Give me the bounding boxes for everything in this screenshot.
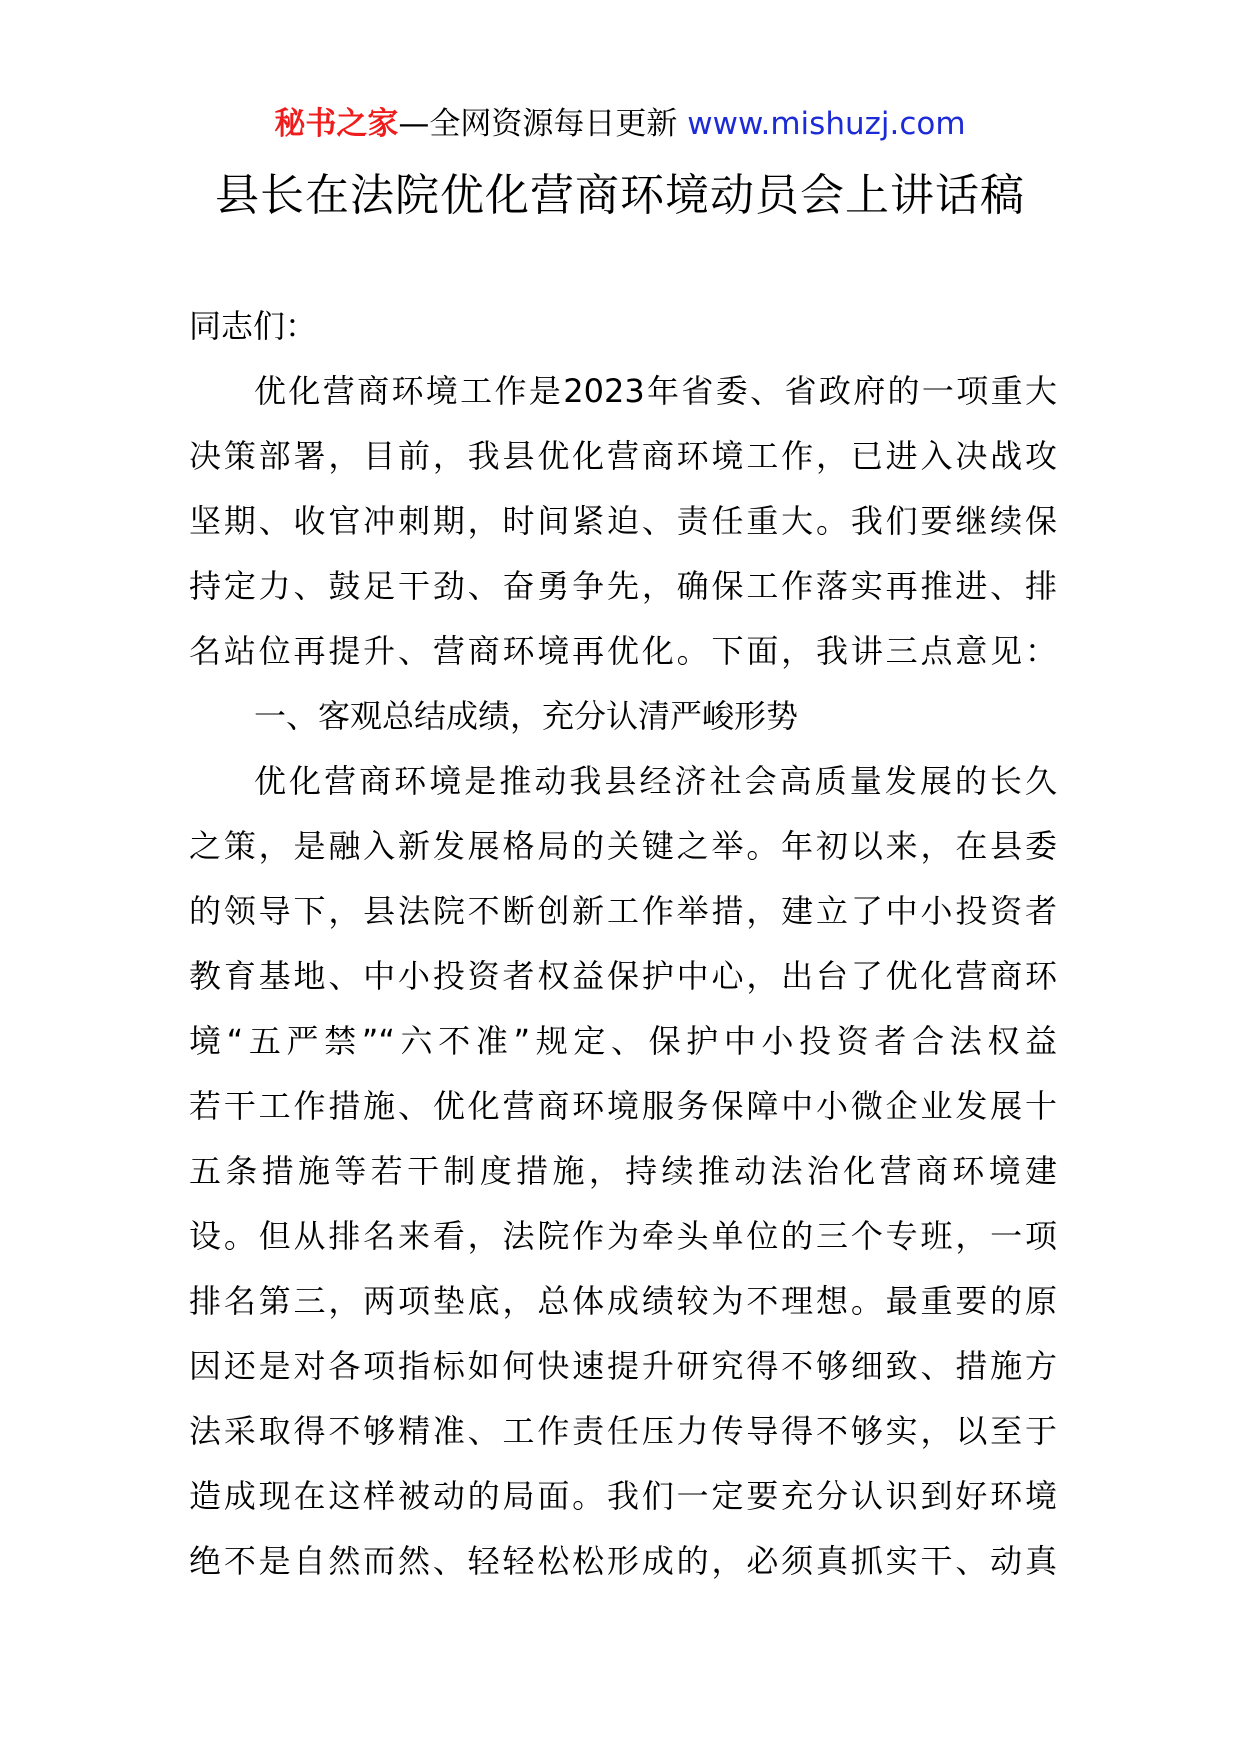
site-header — [0, 104, 1240, 144]
paragraph-line: 优化营商环境工作是2023年省委、省政府的一项重大 — [254, 372, 1057, 410]
paragraph-line: 的领导下，县法院不断创新工作举措，建立了中小投资者 — [189, 892, 1057, 930]
salutation: 同志们： — [189, 307, 318, 345]
paragraph-line: 五条措施等若干制度措施，持续推动法治化营商环境建 — [189, 1152, 1057, 1190]
paragraph-line: 之策，是融入新发展格局的关键之举。年初以来，在县委 — [189, 827, 1057, 865]
site-url-link[interactable]: www.mishuzj.com — [687, 106, 966, 142]
paragraph-line: 名站位再提升、营商环境再优化。下面，我讲三点意见： — [189, 632, 1057, 670]
paragraph-line: 坚期、收官冲刺期，时间紧迫、责任重大。我们要继续保 — [189, 502, 1057, 540]
paragraph-line: 决策部署，目前，我县优化营商环境工作，已进入决战攻 — [189, 437, 1057, 475]
brand-name: 秘书之家 — [274, 106, 399, 142]
paragraph-line: 绝不是自然而然、轻轻松松形成的，必须真抓实干、动真 — [189, 1542, 1057, 1580]
header-tagline: —全网资源每日更新 — [398, 106, 688, 142]
paragraph-line: 因还是对各项指标如何快速提升研究得不够细致、措施方 — [189, 1347, 1057, 1385]
paragraph-line: 持定力、鼓足干劲、奋勇争先，确保工作落实再推进、排 — [189, 567, 1057, 605]
paragraph-line: 境“五严禁”“六不准”规定、保护中小投资者合法权益 — [189, 1022, 1057, 1060]
document-title: 县长在法院优化营商环境动员会上讲话稿 — [215, 170, 1025, 221]
paragraph-line: 造成现在这样被动的局面。我们一定要充分认识到好环境 — [189, 1477, 1057, 1515]
paragraph-line: 若干工作措施、优化营商环境服务保障中小微企业发展十 — [189, 1087, 1057, 1125]
document-body — [189, 294, 1057, 1594]
paragraph-line: 设。但从排名来看，法院作为牵头单位的三个专班，一项 — [189, 1217, 1057, 1255]
paragraph-line: 优化营商环境是推动我县经济社会高质量发展的长久 — [254, 762, 1057, 800]
paragraph-line: 法采取得不够精准、工作责任压力传导得不够实，以至于 — [189, 1412, 1057, 1450]
section-heading: 一、客观总结成绩，充分认清严峻形势 — [254, 697, 799, 735]
paragraph-line: 教育基地、中小投资者权益保护中心，出台了优化营商环 — [189, 957, 1057, 995]
paragraph-line: 排名第三，两项垫底，总体成绩较为不理想。最重要的原 — [189, 1282, 1057, 1320]
